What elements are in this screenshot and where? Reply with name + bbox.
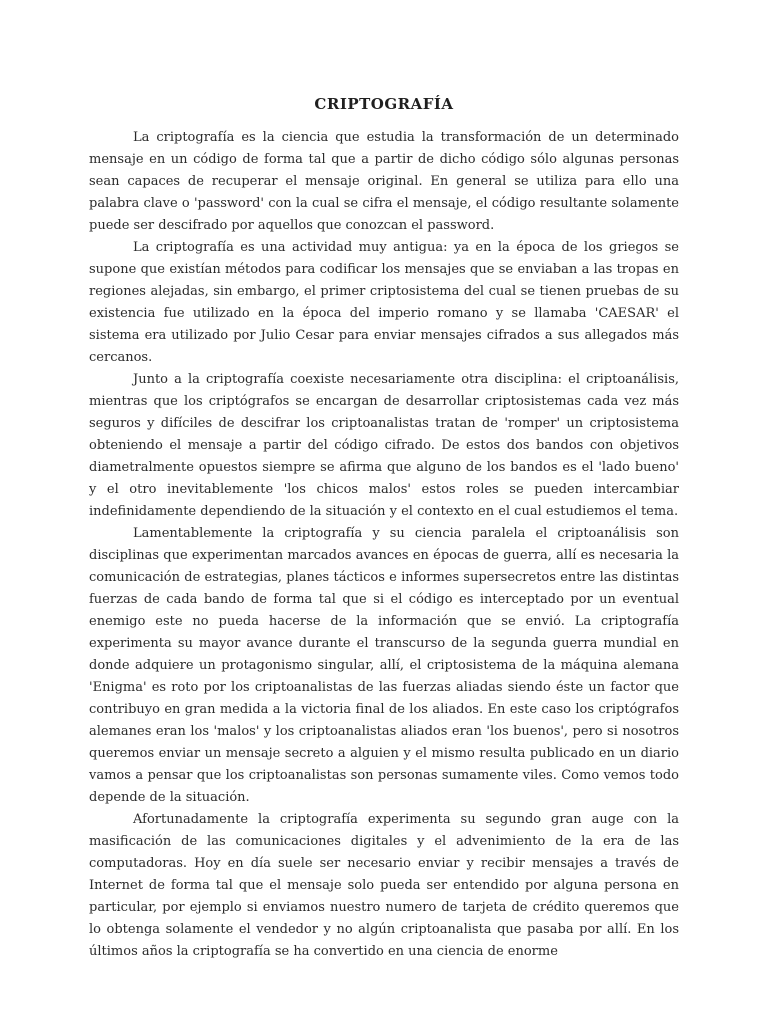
paragraph-war: Lamentablemente la criptografía y su ciencia paralela el criptoanálisis son disciplinas que experimentan marcados avances en épocas de guerra, allí es necesaria la comunicación de estrategias, planes tácticos e informes supersecretos entre las distintas fuerzas de cada bando de forma tal que si el código es interceptado por un eventual enemigo este no pueda hacerse de la información que se envió. La criptografía experimenta su mayor avance durante el transcurso de la segunda guerra mundial en donde adquiere un protagonismo singular, allí, el criptosistema de la máquina alemana 'Enigma' es roto por los criptoanalistas de las fuerzas aliadas siendo éste un factor que contribuyo en gran medida a la victoria final de los aliados. En este caso los criptógrafos alemanes eran los 'malos' y los criptoanalistas aliados eran 'los buenos', pero si nosotros queremos enviar un mensaje secreto a alguien y el mismo resulta publicado en un diario vamos a pensar que los criptoanalistas son personas sumamente viles. Como vemos todo depende de la situación. [89,526,679,805]
paragraph-digital-era: Afortunadamente la criptografía experimenta su segundo gran auge con la masificación de las comunicaciones digitales y el advenimiento de la era de las computadoras. Hoy en día suele ser necesario enviar y recibir mensajes a través de Internet de forma tal que el mensaje solo pueda ser entendido por alguna persona en particular, por ejemplo si enviamos nuestro numero de tarjeta de crédito queremos que lo obtenga solamente el vendedor y no algún criptoanalista que pasaba por allí. En los últimos años la criptografía se ha convertido en una ciencia de enorme [89,812,679,959]
paragraph-definition: La criptografía es la ciencia que estudia la transformación de un determinado mensaje en un código de forma tal que a partir de dicho código sólo algunas personas sean capaces de recuperar el mensaje original. En general se utiliza para ello una palabra clave o 'password' con la cual se cifra el mensaje, el código resultante solamente puede ser descifrado por aquellos que conozcan el password. [89,130,679,233]
paragraph-cryptanalysis: Junto a la criptografía coexiste necesariamente otra disciplina: el criptoanálisis, mientras que los criptógrafos se encargan de desarrollar criptosistemas cada vez más seguros y difíciles de descifrar los criptoanalistas tratan de 'romper' un criptosistema obteniendo el mensaje a partir del código cifrado. De estos dos bandos con objetivos diametralmente opuestos siempre se afirma que alguno de los bandos es el 'lado bueno' y el otro inevitablemente 'los chicos malos' estos roles se pueden intercambiar indefinidamente dependiendo de la situación y el contexto en el cual estudiemos el tema. [89,372,679,519]
document-title: CRIPTOGRAFÍA [314,95,454,113]
paragraph-history: La criptografía es una actividad muy antigua: ya en la época de los griegos se supone que existían métodos para codificar los mensajes que se enviaban a las tropas en regiones alejadas, sin embargo, el primer criptosistema del cual se tienen pruebas de su existencia fue utilizado en la época del imperio romano y se llamaba 'CAESAR' el sistema era utilizado por Julio Cesar para enviar mensajes cifrados a sus allegados más cercanos. [89,240,679,365]
